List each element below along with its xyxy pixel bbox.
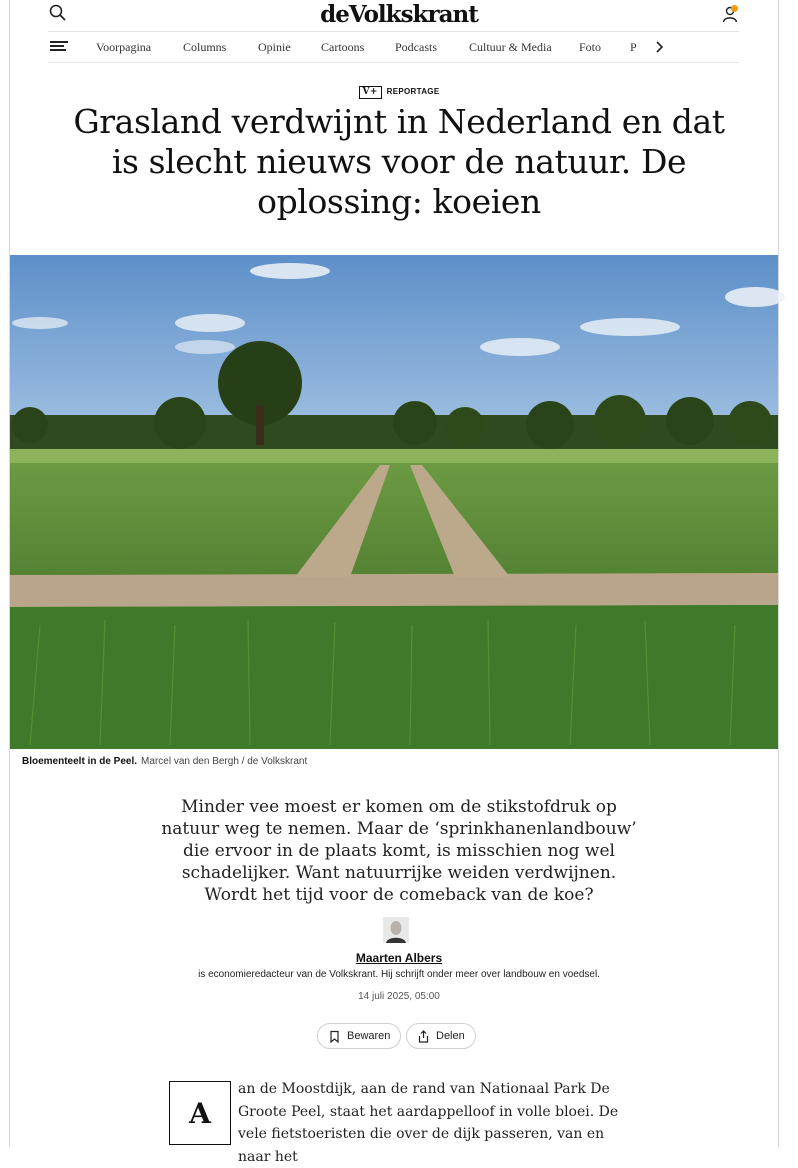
share-label: Delen bbox=[436, 1030, 465, 1042]
nav-item-cultuur-media[interactable]: Cultuur & Media bbox=[469, 40, 552, 54]
caption-title: Bloementeelt in de Peel. bbox=[22, 756, 138, 767]
author-block bbox=[0, 951, 798, 965]
nav-item-opinie[interactable]: Opinie bbox=[258, 40, 291, 54]
author-name[interactable]: Maarten Albers bbox=[355, 951, 443, 965]
chevron-right-icon[interactable] bbox=[652, 40, 666, 54]
site-logo[interactable]: deVolkskrant bbox=[320, 1, 478, 28]
share-icon bbox=[417, 1030, 430, 1043]
save-button[interactable] bbox=[317, 1023, 401, 1049]
premium-badge: V+ bbox=[359, 86, 382, 99]
share-button[interactable] bbox=[406, 1023, 476, 1049]
article-body: an de Moostdijk, aan de rand van Nationaal Park De Groote Peel, staat het aardappelloof in volle bloei. De vele fietstoeristen die over de dijk passeren, van en naar het bbox=[238, 1081, 619, 1165]
author-bio: is economieredacteur van de Volkskrant. Hij schrijft onder meer over landbouw en voedsel. bbox=[198, 969, 600, 980]
caption-credit: Marcel van den Bergh / de Volkskrant bbox=[141, 756, 308, 767]
publish-date: 14 juli 2025, 05:00 bbox=[358, 991, 440, 1002]
main-nav bbox=[48, 31, 739, 63]
author-avatar[interactable] bbox=[383, 917, 409, 943]
article-kicker bbox=[0, 86, 798, 99]
top-bar bbox=[0, 0, 798, 30]
nav-item-columns[interactable]: Columns bbox=[183, 40, 227, 54]
nav-item-foto[interactable]: Foto bbox=[579, 40, 602, 54]
menu-icon[interactable] bbox=[50, 41, 68, 54]
nav-item-truncated[interactable]: P bbox=[630, 40, 637, 54]
nav-item-podcasts[interactable]: Podcasts bbox=[395, 40, 437, 54]
article-intro: Minder vee moest er komen om de stikstofdruk op natuur weg te nemen. Maar de ‘sprinkhanenlandbouw’ die ervoor in de plaats komt, is misschien nog wel schadelijker. Want natuurrijke weiden verdwijnen. Wordt het tijd voor de comeback van de koe? bbox=[161, 797, 637, 905]
hero-image bbox=[10, 255, 778, 749]
image-caption bbox=[22, 756, 307, 767]
save-label: Bewaren bbox=[347, 1030, 391, 1042]
bookmark-icon bbox=[328, 1030, 341, 1043]
nav-item-cartoons[interactable]: Cartoons bbox=[321, 40, 365, 54]
article-headline: Grasland verdwijnt in Nederland en dat is slecht nieuws voor de natuur. De oplossing: koeien bbox=[73, 102, 725, 221]
drop-cap: A bbox=[169, 1081, 231, 1145]
notification-dot bbox=[731, 5, 738, 12]
nav-item-voorpagina[interactable]: Voorpagina bbox=[96, 40, 152, 54]
kicker-label: REPORTAGE bbox=[386, 87, 440, 96]
